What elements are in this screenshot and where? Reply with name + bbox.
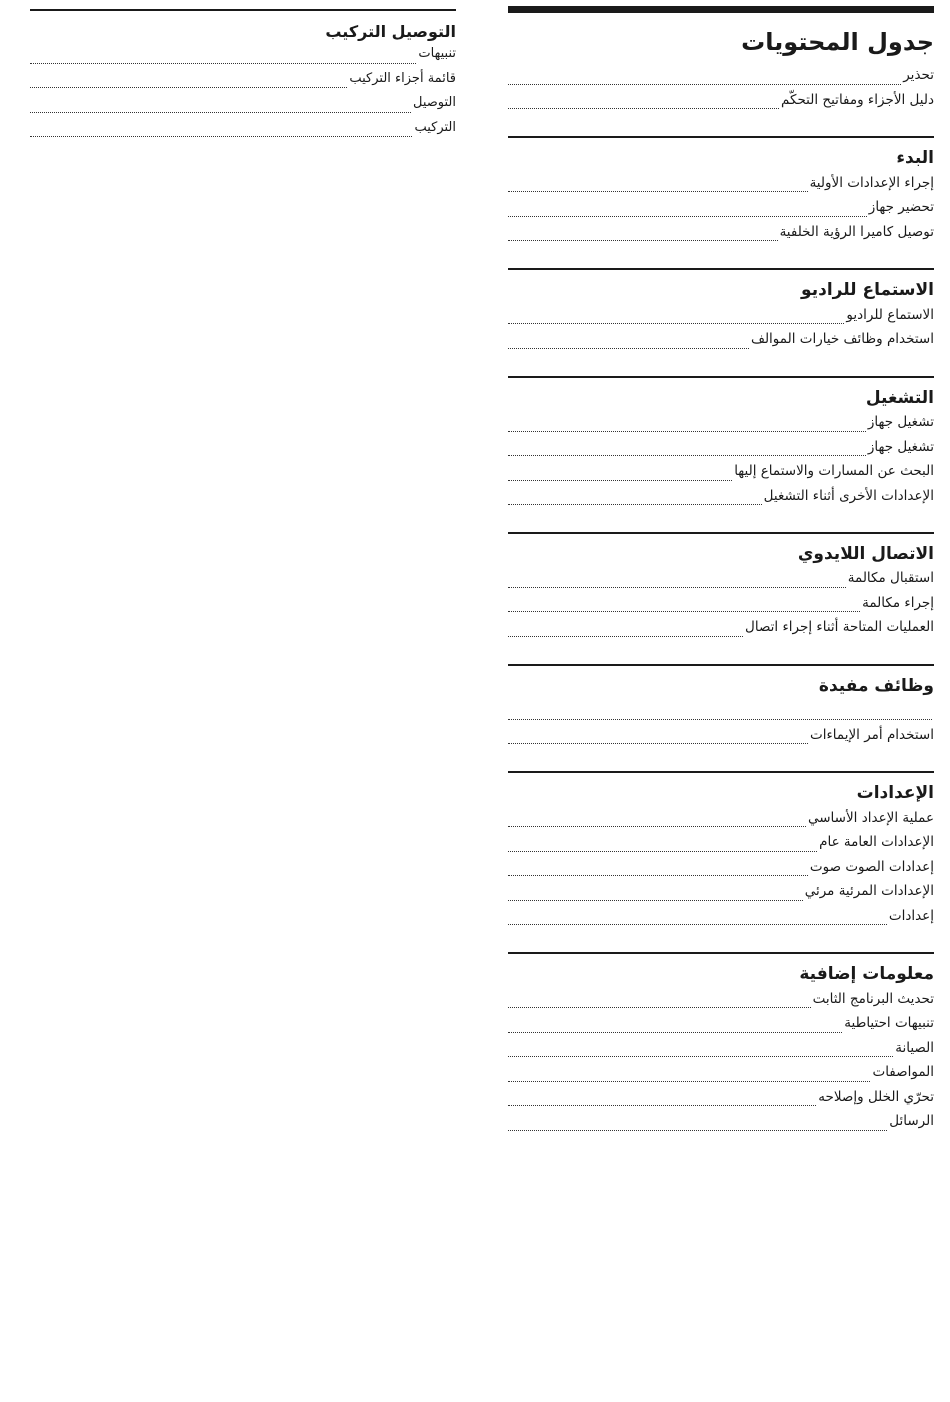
dot-leader (508, 430, 866, 432)
toc-entry[interactable] (508, 199, 934, 224)
toc-entry-label: الإعدادات العامة عام (819, 834, 934, 851)
toc-entry-label: إعدادات الصوت صوت (809, 858, 934, 875)
toc-entry[interactable] (508, 92, 934, 117)
dot-leader (508, 107, 779, 109)
dot-leader (30, 86, 347, 88)
dot-leader (508, 586, 846, 588)
toc-entry-label: تنبيهات احتياطية (844, 1015, 934, 1032)
section-title: الاستماع للراديو (801, 280, 934, 301)
toc-entry[interactable] (508, 67, 934, 92)
toc-section (508, 664, 934, 751)
toc-entry-label: الإعدادات المرئية مرئي (804, 883, 934, 900)
toc-entry[interactable] (508, 1113, 934, 1138)
dot-leader (508, 1031, 842, 1033)
toc-entry[interactable] (508, 463, 934, 488)
installation-entry[interactable] (30, 120, 456, 145)
section-entries (508, 307, 934, 356)
toc-entry-label: الصيانة (895, 1039, 934, 1056)
toc-section (508, 771, 934, 932)
installation-entry[interactable] (30, 71, 456, 96)
toc-entry[interactable] (508, 908, 934, 933)
dot-leader (508, 1129, 887, 1131)
section-entries (508, 175, 934, 249)
dot-leader (508, 503, 762, 505)
toc-entry[interactable] (508, 834, 934, 859)
toc-entry-label: تحذير (903, 67, 934, 84)
dot-leader (508, 923, 887, 925)
installation-entry[interactable] (30, 95, 456, 120)
dot-leader (508, 1006, 811, 1008)
toc-section (508, 376, 934, 512)
dot-leader (508, 1104, 816, 1106)
toc-entry-label: تشغيل جهاز (867, 438, 934, 455)
installation-column (30, 0, 456, 144)
toc-section (508, 952, 934, 1137)
section-title: التشغيل (865, 387, 934, 408)
top-rule (508, 6, 934, 13)
section-title: الاتصال اللايدوي (797, 544, 934, 565)
toc-entry-label: دليل الأجزاء ومفاتيح التحكّم (781, 91, 934, 108)
toc-entry[interactable] (508, 488, 934, 513)
dot-leader (508, 742, 808, 744)
section-entries (508, 570, 934, 644)
toc-entry[interactable] (508, 224, 934, 249)
dot-leader (30, 135, 412, 137)
toc-entry-label: إعدادات (888, 907, 934, 924)
toc-column (508, 0, 934, 1138)
toc-entry-label: التوصيل (412, 95, 456, 111)
toc-entry[interactable] (508, 331, 934, 356)
toc-entry[interactable] (508, 1040, 934, 1065)
dot-leader (508, 825, 806, 827)
toc-entry[interactable] (508, 570, 934, 595)
dot-leader (508, 190, 808, 192)
toc-section (508, 268, 934, 355)
toc-entry[interactable] (508, 595, 934, 620)
toc-entry[interactable] (508, 727, 934, 752)
toc-entry-label: تحرّي الخلل وإصلاحه (818, 1088, 934, 1105)
dot-leader (508, 899, 803, 901)
toc-entry[interactable] (508, 991, 934, 1016)
toc-entry[interactable] (508, 883, 934, 908)
page-title: جدول المحتويات (741, 28, 934, 56)
section-title: البدء (896, 148, 934, 169)
installation-entry[interactable] (30, 46, 456, 71)
dot-leader (508, 347, 749, 349)
dot-leader (508, 1080, 870, 1082)
toc-entry[interactable] (508, 859, 934, 884)
toc-sections (508, 136, 934, 1137)
toc-entry-label: استقبال مكالمة (847, 570, 934, 587)
toc-entry-label: البحث عن المسارات والاستماع إليها (734, 463, 934, 480)
dot-leader (508, 718, 932, 720)
toc-entry-label: عملية الإعداد الأساسي (807, 809, 934, 826)
installation-list (30, 46, 456, 144)
toc-entry-label: تحضير جهاز (868, 199, 934, 216)
dot-leader (508, 454, 866, 456)
toc-section (508, 136, 934, 248)
toc-entry[interactable] (508, 307, 934, 332)
toc-entry-label: استخدام وظائف خيارات الموالف (750, 331, 934, 348)
toc-entry-label: استخدام أمر الإيماءات (810, 726, 934, 743)
section-title: معلومات إضافية (799, 964, 934, 985)
toc-entry-label: قائمة أجزاء التركيب (349, 70, 456, 86)
toc-entry[interactable] (508, 414, 934, 439)
toc-entry-label: تحديث البرنامج الثابت (812, 990, 934, 1007)
section-title: الإعدادات (856, 783, 934, 804)
installation-rule (30, 9, 456, 11)
toc-entry[interactable] (508, 1015, 934, 1040)
section-entries (508, 702, 934, 751)
toc-entry[interactable] (508, 1089, 934, 1114)
installation-title: التوصيل التركيب (325, 22, 456, 41)
section-entries (508, 414, 934, 512)
toc-entry[interactable] (508, 1064, 934, 1089)
dot-leader (508, 83, 901, 85)
dot-leader (508, 635, 743, 637)
toc-section (508, 532, 934, 644)
section-entries (508, 991, 934, 1138)
toc-entry[interactable] (508, 439, 934, 464)
toc-entry-label: تنبيهات (418, 46, 456, 62)
toc-entry[interactable] (508, 619, 934, 644)
dot-leader (508, 1055, 893, 1057)
dot-leader (508, 874, 808, 876)
dot-leader (508, 850, 817, 852)
toc-entry[interactable] (508, 810, 934, 835)
toc-entry-label: الاستماع للراديو (846, 306, 934, 323)
toc-entry-label: الرسائل (889, 1113, 934, 1130)
toc-entry-label: العمليات المتاحة أثناء إجراء اتصال (745, 619, 934, 636)
dot-leader (508, 479, 732, 481)
dot-leader (508, 215, 867, 217)
toc-entry[interactable] (508, 702, 934, 727)
toc-entry[interactable] (508, 175, 934, 200)
toc-entry-label: توصيل كاميرا الرؤية الخلفية (779, 223, 934, 240)
toc-entry-label: الإعدادات الأخرى أثناء التشغيل (763, 487, 934, 504)
toc-entry-label: إجراء مكالمة (862, 594, 934, 611)
dot-leader (508, 322, 844, 324)
section-entries (508, 810, 934, 933)
toc-entry-label: التركيب (414, 119, 456, 135)
dot-leader (30, 111, 411, 113)
toc-entry-label: إجراء الإعدادات الأولية (809, 174, 934, 191)
dot-leader (30, 62, 416, 64)
section-title: وظائف مفيدة (818, 675, 934, 696)
dot-leader (508, 610, 860, 612)
dot-leader (508, 239, 778, 241)
intro-list (508, 67, 934, 116)
toc-entry-label: المواصفات (872, 1064, 934, 1081)
toc-entry-label: تشغيل جهاز (867, 414, 934, 431)
